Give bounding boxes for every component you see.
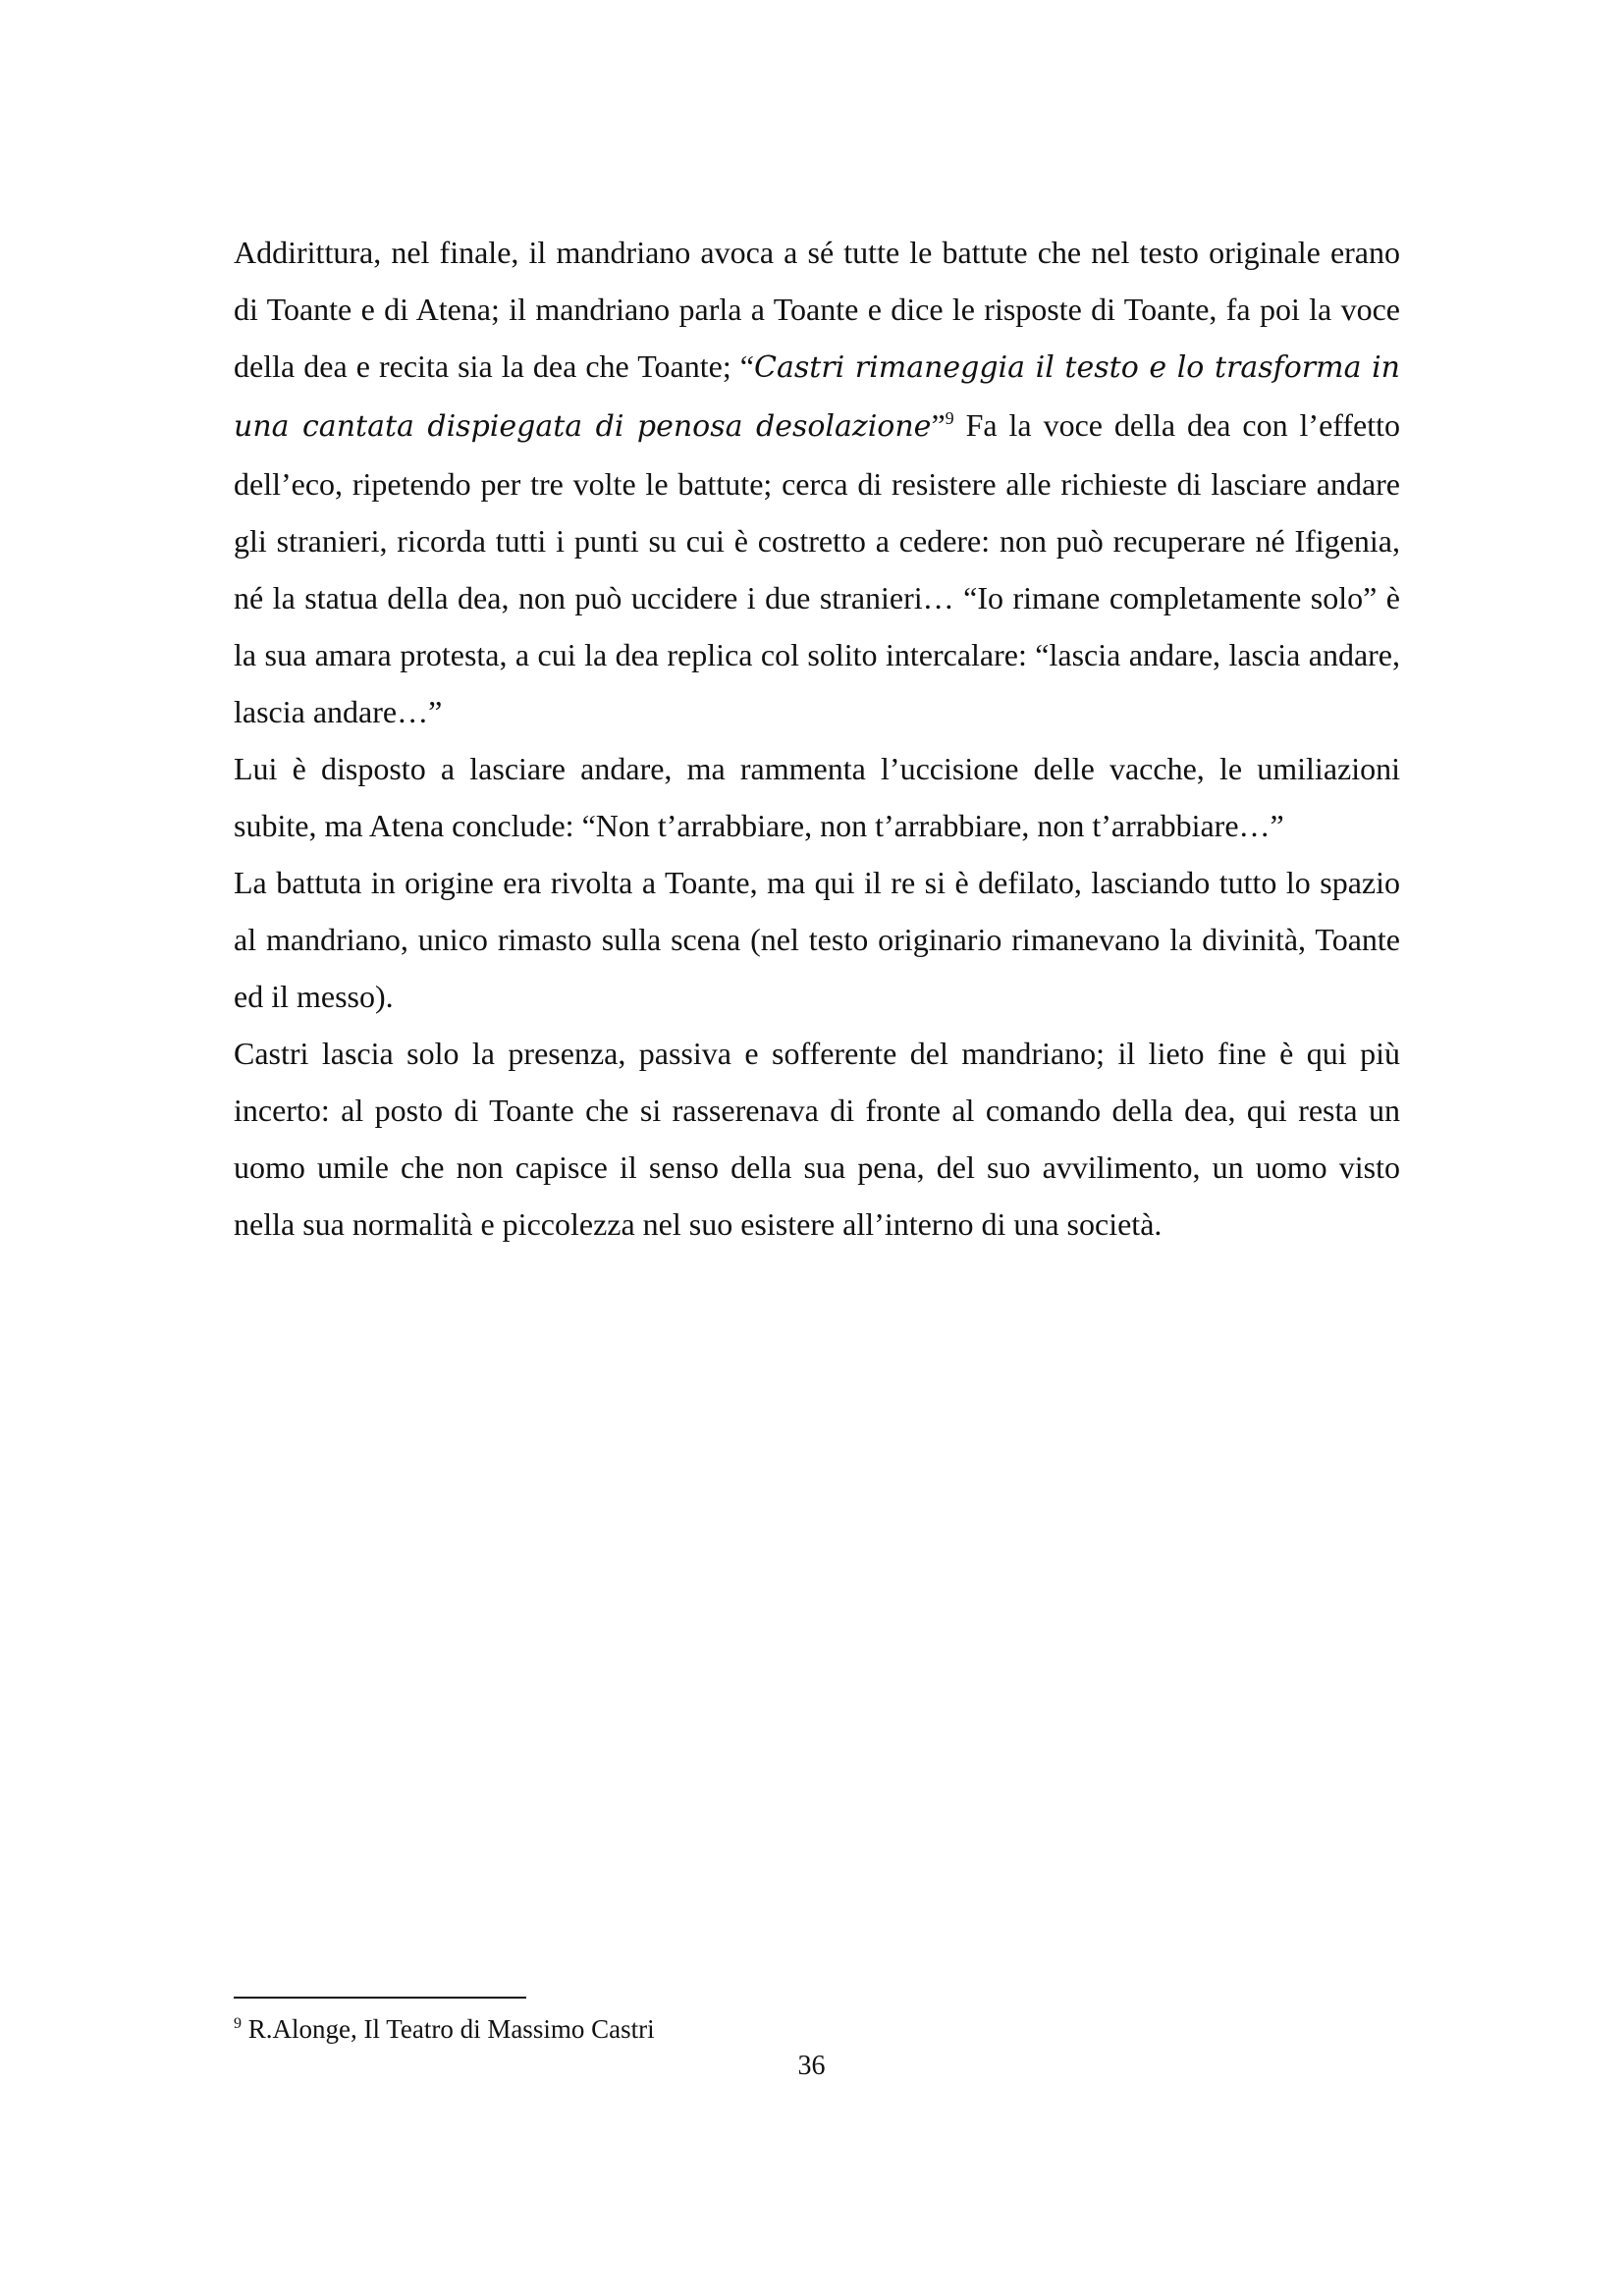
paragraph-4: Castri lascia solo la presenza, passiva e sofferente del mandriano; il lieto fine è qui più incerto: al posto di Toante che si rasserenava di fronte al comando della dea, qui resta un uomo umile che non capisce il senso della sua pena, del suo avvilimento, un uomo visto nella sua normalità e piccolezza nel suo esistere all’interno di una società. (234, 1036, 1400, 1242)
body-text (234, 224, 1400, 1253)
italic-quotation: Castri rimaneggia il testo e lo trasforma in una cantata dispiegata di penosa desolazione (234, 350, 1400, 444)
footnote-separator (234, 1997, 526, 1999)
footnote-text: R.Alonge, Il Teatro di Massimo Castri (242, 2014, 655, 2044)
paragraph-1 (234, 224, 1400, 740)
paragraph-1-text-start: Addirittura, nel finale, il mandriano avoca a sé tutte le battute che nel testo originale erano di Toante e di Atena; il mandriano parla a Toante e dice le risposte di Toante, fa poi la voce della dea e recita sia la dea che Toante; “ (234, 235, 1400, 384)
page-number: 36 (797, 2051, 826, 2081)
paragraph-2: Lui è disposto a lasciare andare, ma rammenta l’uccisione delle vacche, le umiliazioni subite, ma Atena conclude: “Non t’arrabbiare, non t’arrabbiare, non t’arrabbiare…” (234, 751, 1400, 843)
closing-quote-mark: ” (931, 407, 946, 443)
footnote-number: 9 (234, 2015, 242, 2032)
footnote (234, 2012, 655, 2046)
footnote-reference[interactable]: 9 (945, 408, 954, 428)
paragraph-1-text-end: Fa la voce della dea con l’effetto dell’eco, ripetendo per tre volte le battute; cerca di resistere alle richieste di lasciare andare gli stranieri, ricorda tutti i punti su cui è costretto a cedere: non può recuperare né Ifigenia, né la statua della dea, non può uccidere i due stranieri… “Io rimane completamente solo” è la sua amara protesta, a cui la dea replica col solito intercalare: “lascia andare, lascia andare, lascia andare…” (234, 407, 1401, 729)
paragraph-3: La battuta in origine era rivolta a Toante, ma qui il re si è defilato, lasciando tutto lo spazio al mandriano, unico rimasto sulla scena (nel testo originario rimanevano la divinità, Toante ed il messo). (234, 865, 1400, 1014)
